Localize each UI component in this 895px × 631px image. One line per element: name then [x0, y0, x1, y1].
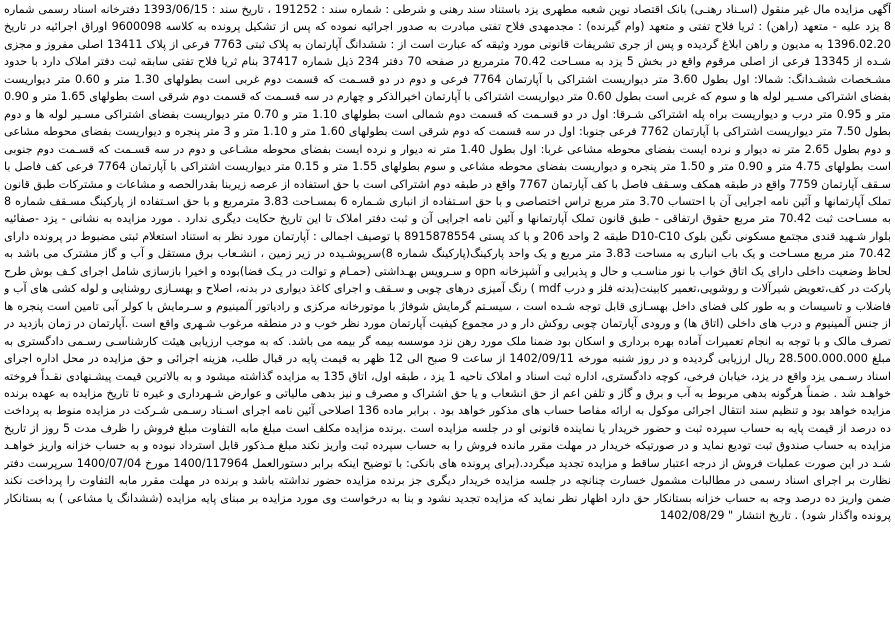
auction-notice-body: آگهی مزایده مال غیر منقول (اسـناد رهنـی) بانک اقتصاد نوین شعبه مطهری یزد باستناد سند رهنی و شرطی : شماره سند : 191252 ، تاریخ سند : 1393/06/15 دفترخانه اسناد رسمی شماره 8 یزد علیه - متعهد (راهن) : ثریا فلاح تفتی و متعهد (وام گیرنده) : مجدمهدی فلاح تفتی مبادرت به صدور اجرائیه نموده که پس از تشکیل پرونده به کلاسه 9600098 اوراق اجرائیه در تاریخ 1396.02.20 به مدیون و راهن ابلاغ گردیده و پس از جری تشریفات قانونی مورد وثیقه که عبارت است از : ششدانگ آپارتمان به پلاک ثبتی 7763 فرعی از پلاک 13411 اصلی مفروز و مجزی شـده از 13345 فرعی از اصلی مرقوم واقع در بخش 5 یزد به مسـاحت 70.42 مترمربع در صفحه 70 دفتر 234 ذیل شماره 37417 بنام ثریا فلاح تفتی سابقه ثبت دفتر املاک دارد با حدود مشـخصات ششـدانگ: شمالا: اول بطول 3.60 متر دیواریست اشتراکی با آپارتمان 7764 فرعی و دوم در دو قسـمت که قسمت دوم غربی است بطولهای 1.30 متر و 0.60 متر دیواریست بفضای اشتراکی مسـیر لوله ها و سوم که غربی است بطول 0.60 متر دیواریست اشتراکی با آپارتمان اخیرالذکر و چهارم در سه قسـمت که قسمت دوم شرقی است بطولهای 1.65 متر و 0.90 متر و 0.95 متر درب و دیواریست براه پله اشتراکی شـرقا: اول در دو قسـمت که قسمت دوم شمالی است بطولهای 1.10 متر و 0.70 متر دیواریست بفضای اشتراکی مسـیر لوله ها و دوم بطول 7.50 متر دیواریست اشتراکی با آپارتمان 7762 فرعی جنوبا: اول در سه قسمت که دوم شرقی است بطولهای 1.60 متر و 1.10 متر و 3 متر پنجره و دیواریست بفضای محوطه مشاعی و دوم بطول 2.65 متر نه دیوار و نرده ایست بفضای محوطه مشاعی غربا: اول بطول 1.40 متر نه دیوار و نرده ایست بفضای محوطه مشـاعی و دوم در سه قسـمت که قسـمت دوم جنوبی است بطولهای 4.75 متر و 0.90 متر و 1.50 متر پنجره و دیواریست بفضای محوطه مشاعی و سوم بطولهای 1.55 متر و 0.15 متر دیواریست اشتراکی با آپارتمان 7764 فرعی کف فاصل با سـقف آپارتمان 7759 واقع در طبقه همکف وسـقف فاصل با کف آپارتمان 7767 واقع در طبقه دوم اشتراکی است با حق استفاده از عرصه زیربنا بقدرالحصه و مشاعات و مشترکات طبق قانون تملک آپارتمانها و آئین نامه اجرایی آن با احتساب 3.70 متر مربع تراس اختصاصی و با حق اسـتفاده از انباری شـماره 6 بمسـاحت 3.83 مترمربع و با حق اسـتفاده از پارکینگ مسـقف شماره 8 به مسـاحت ثبت 70.42 متر مربع حقوق ارتفاقی - طبق قانون تملک آپارتمانها و آئین نامه اجرایی آن و ثبت دفتر املاک تا این تاریخ حکایت دیگری ندارد . مورد مزایده به نشانی - یزد -صفائیه بلوار شـهید قندی مجتمع مسکونی نگین بلوک D10-C10 طبقه 2 واحد 206 و با کد پستی 8915878554 با توصیف اجمالی : آپارتمان مورد نظر به استناد استعلام ثبتی مضبوط در پرونده دارای 70.42 متر مربع مسـاحت و یک باب انباری به مساحت 3.83 متر مربع و یک واحد پارکینگ(پارکینگ شماره 8)سرپوشـیده در زیر زمین ، انشـعاب برق مستقل و آب و گاز مشترک می باشد به لحاظ وضعیت داخلی دارای یک اتاق خواب با نور مناسـب و حال و پذیرایی و آشپزخانه opn و سـرویس بهـداشتی (حمـام و توالت در یـک فضا)بوده و اخیرا بازسازی شامل اجرای کـف بوش طرح پارکت در کف،تعویض شیرآلات و روشویی،تعمیر کابینت(بدنه فلز و درب mdf ) رنگ آمیزی درهای چوبی و سـقف و اجرای کاغذ دیواری در بدنه، اصلاح و بهسـازی روشنایی و لوله کشی های آب و فاضلاب و تاسیسات و به طور کلی فضای داخل بهسـازی قابل توجه شـده است ، سیسـتم گرمایش شوفاژ با موتورخانه مرکزی و رادیاتور آلمینیوم و سـرمایش با کولر آبی تامین است پنجره ها از جنس آلمینیوم و درب های داخلی (اتاق ها) و ورودی آپارتمان چوبی روکش دار و در مجموع کیفیت آپارتمان مورد نظر خوب و در منطقه مرغوب شـهری واقع است .آپارتمان در زمان بازدید در تصرف مالک و با توجه به انجام تعمیرات آماده بهره برداری و اسکان بود ضمنا ملک مورد رهن نزد موسسه بیمه گر بیمه می باشد. که به موجب ارزیابی هیئت کارشناسـی رسـمی دادگستری به مبلغ 28.500.000.000 ریال ارزیابی گردیده و در روز شنبه مورخه 1402/09/11 از ساعت 9 صبح الی 12 ظهر به قیمت پایه در قبال طلب، هزینه اجرائی و حق مزایده در محل اداره اجرای اسناد رسـمی یزد واقع در یزد، خیابان فرخی، کوچه دادگستری، اداره ثبت اسناد و املاک ناحیه 1 یزد ، طبقه اول، اتاق 135 به مزایده گذاشته میشود و به بالاترین قیمت پیشـنهادی نقـداً فروخته خواهـد شد . ضمناً هرگونه بدهی مربوط به آب و برق و گاز و تلفن اعم از حق انشعاب و یا حق اشتراک و مصرف و نیز بدهی مالیاتی و عوارض شـهرداری و غیره تا تاریخ مزایده به عهده برنده مزایده خواهد بود و تنظیم سند انتقال اجرائی موکول به ارائه مفاصا حساب های مذکور خواهد بود . برابر ماده 136 اصلاحی آئین نامه اجرای اسـناد رسـمی شـرکت در مزایده منوط به پرداخت ده درصد از قیمت پایه به حساب سپرده ثبت و حضور خریدار یا نماینده قانونی او در جلسه مزایده است .برنده مزایده مکلف است مبلغ مابه التفاوت مبلغ فروش را ظرف مدت 5 روز از تاریخ مزایده به حساب صندوق ثبت تودیع نماید و در صورتیکه خریدار در مهلت مقرر مانده فروش را به حساب سپرده ثبت واریز نکند مبلغ مـذکور قابل استرداد نبوده و به حساب خزانه واریز خواهـد شـد در این صورت عملیات فروش از درجه اعتبار ساقط و مزایده تجدید میگردد.(برای پرونده های بانکی: با توضیح اینکه برابر دستورالعمل 1400/117964 مورخ 1400/07/04 سرپرست دفتر نظارت بر اجرای اسناد رسمی در مطالبات مشمول خسارت چنانچه در جلسه مزایده خریدار دیگری جز برنده مزایده حضور نداشته باشد و برنده در مهلت مقرر مابه التفاوت را پرداخت نکند ضمن واریز ده درصد وجه به حساب خزانه بستانکار حق دارد اظهار نظر نماید که مزایده تجدید نشود و بنا به درخواست وی مورد مزایده بر مبنای پایه مزایده (ششدانگ یا مشاعی ) به بستانکار پرونده واگذار شود) . تاریخ انتشار " 1402/08/29 — [4, 3, 891, 523]
auction-notice-text — [4, 0, 891, 631]
